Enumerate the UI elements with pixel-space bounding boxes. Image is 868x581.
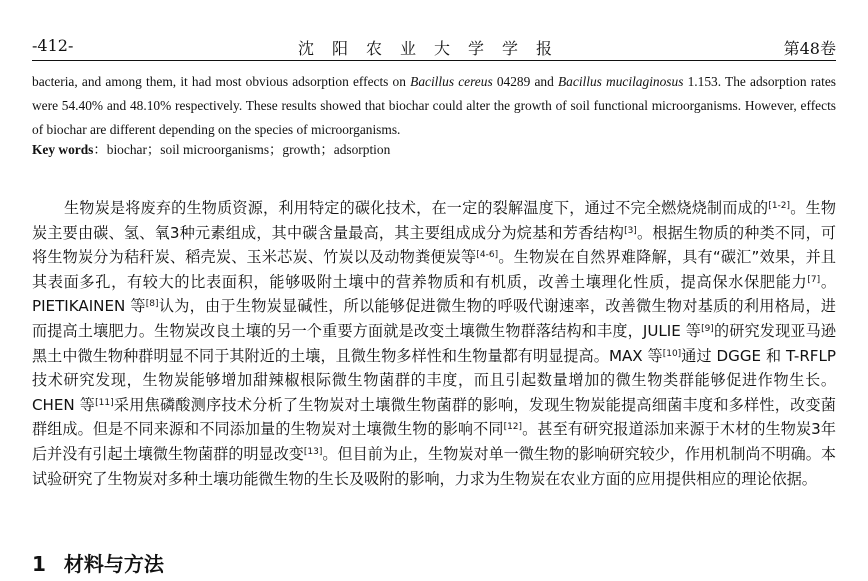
abstract-text-2: 04289 and bbox=[492, 74, 558, 89]
citation: [7] bbox=[807, 274, 821, 285]
citation: [4-6] bbox=[476, 250, 499, 261]
section-title: 材料与方法 bbox=[63, 552, 164, 576]
abstract-continuation bbox=[32, 70, 836, 142]
keywords-separator: ： bbox=[93, 142, 107, 157]
body-sentence: 生物炭是将废弃的生物质资源，利用特定的碳化技术，在一定的裂解温度下，通过不完全燃烧烧制而成的 bbox=[64, 199, 769, 217]
volume-label: 第48卷 bbox=[783, 39, 836, 58]
body-sentence: 采用焦磷酸测序技术分析了生物炭对土壤微生物菌群的影响，发现生物炭能提高细菌丰度和多样性，改变菌群组成。但是不同来源和不同添加量的生物炭对土壤微生物的影响不同 bbox=[32, 395, 836, 439]
journal-title: 沈阳农业大学学报 bbox=[297, 39, 570, 58]
abstract-text-3: 1.153. The adsorption rates were 54.40% and 48.10% respectively. These results showed that biochar could alter the growth of soil functional microorganisms. However, effects of biochar are different depending on the species of microorganisms. bbox=[32, 74, 836, 137]
citation: [10] bbox=[662, 348, 682, 359]
introduction-body bbox=[32, 196, 836, 491]
section-number: 1 bbox=[32, 552, 46, 576]
keywords-line bbox=[32, 140, 836, 160]
body-sentence: 认为，由于生物炭显碱性，所以能够促进微生物的呼吸代谢速率，改善微生物对基质的利用格局，进而提高土壤肥力。生物炭改良土壤的另一个重要方面就是改变土壤微生物群落结构和丰度，JULIE 等 bbox=[32, 297, 836, 340]
abstract-paragraph bbox=[32, 70, 836, 142]
body-sentence: 的研究发现亚马逊黑土中微生物种群明显不同于其附近的土壤，且微生物多样性和生物量都有明显提高。MAX 等 bbox=[32, 321, 836, 365]
keywords-label: Key words bbox=[32, 142, 94, 157]
body-sentence: 。根据生物质的种类不同，可将生物炭分为秸秆炭、稻壳炭、玉米芯炭、竹炭以及动物粪便炭等 bbox=[32, 223, 836, 267]
citation: [8] bbox=[145, 299, 159, 310]
body-sentence: 。但目前为止，生物炭对单一微生物的影响研究较少，作用机制尚不明确。本试验研究了生物炭对多种土壤功能微生物的生长及吸附的影响，力求为生物炭在农业方面的应用提供相应的理论依据。 bbox=[32, 444, 836, 488]
introduction-paragraph bbox=[32, 196, 836, 491]
header-rule bbox=[32, 60, 836, 61]
citation: [9] bbox=[701, 323, 714, 334]
citation: [3] bbox=[624, 225, 637, 236]
citation: [11] bbox=[95, 397, 114, 408]
body-sentence: 。甚至有研究报道添加来源于木材的生物炭3年后并没有引起土壤微生物菌群的明显改变 bbox=[32, 420, 836, 463]
citation: [1-2] bbox=[768, 201, 791, 211]
section-heading bbox=[32, 548, 164, 577]
body-sentence: 。PIETIKAINEN 等 bbox=[32, 272, 836, 316]
body-sentence: 。生物炭主要由碳、氢、氧3种元素组成，其中碳含量最高，其主要组成成分为烷基和芳香结构 bbox=[32, 199, 836, 242]
body-sentence: 。生物炭在自然界难降解，具有“碳汇”效果，并且其表面多孔，有较大的比表面积，能够吸附土壤中的营养物质和有机质，改善土壤理化性质，提高保水保肥能力 bbox=[32, 248, 836, 291]
abstract-text-1: bacteria, and among them, it had most obvious adsorption effects on bbox=[32, 74, 411, 89]
species-name-2: Bacillus mucilaginosus bbox=[558, 74, 684, 89]
keywords-values: biochar；soil microorganisms；growth；adsorption bbox=[106, 142, 391, 157]
species-name-1: Bacillus cereus bbox=[410, 74, 493, 89]
page-number: -412- bbox=[32, 36, 74, 55]
body-sentence: 通过 DGGE 和 T-RFLP 技术研究发现，生物炭能够增加甜辣椒根际微生物菌群的丰度，而且引起数量增加的微生物类群能够促进作物生长。CHEN 等 bbox=[32, 346, 836, 414]
running-head bbox=[32, 34, 836, 58]
citation: [13] bbox=[303, 446, 323, 457]
citation: [12] bbox=[503, 422, 523, 433]
